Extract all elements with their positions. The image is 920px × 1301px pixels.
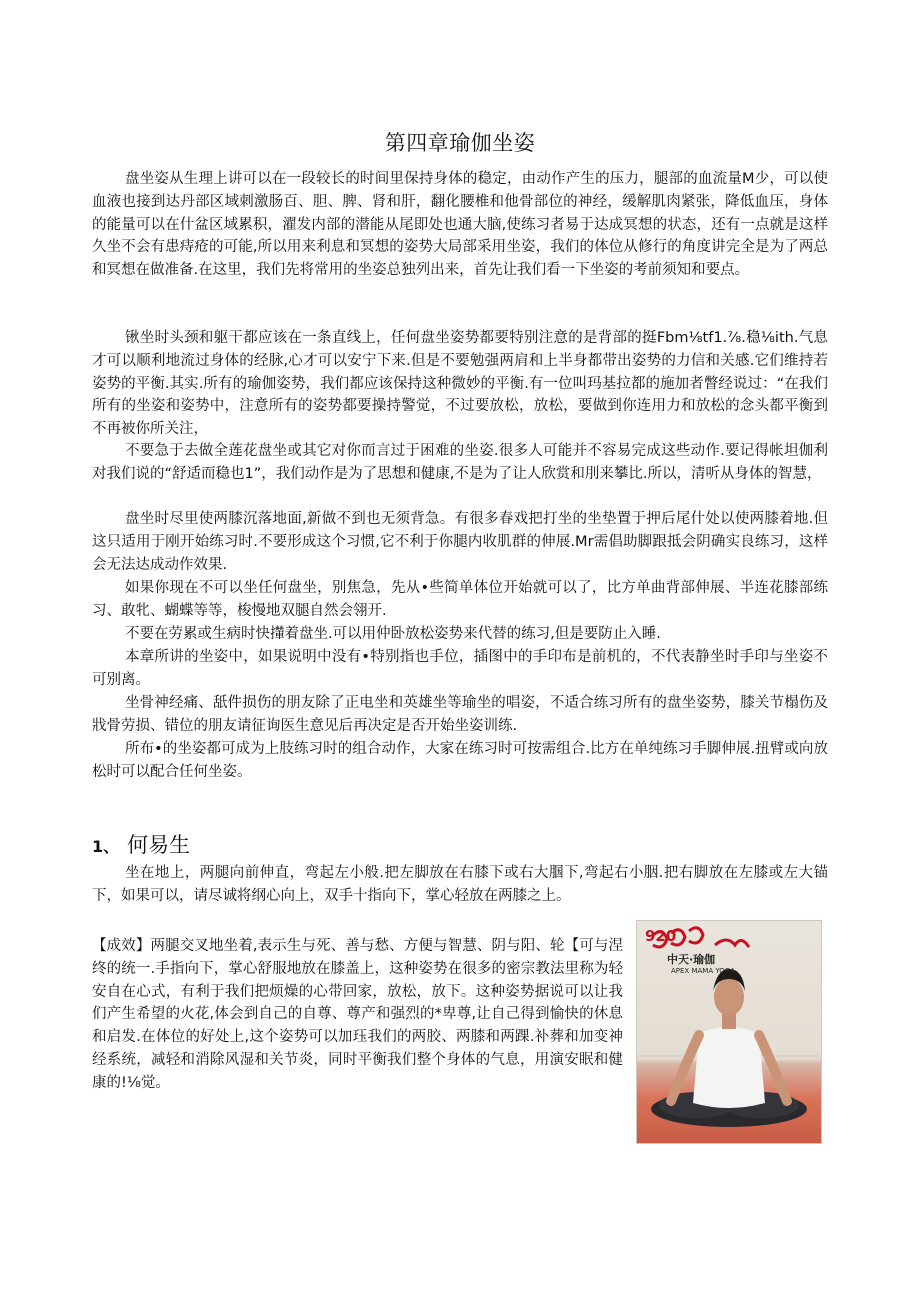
section-heading <box>92 829 190 859</box>
paragraph-1: 盘坐姿从生理上讲可以在一段较长的时间里保持身体的稳定，由动作产生的压力，腿部的血流量M少，可以使血液也接到达丹部区域刺激肠百、胆、脾、肾和肝，翻化腰椎和他骨部位的神经，缓解肌肉紧张，降低血压，身体的能量可以在什盆区域累积，濯发内部的潜能从尾即处也通大脑,使练习者易于达成冥想的状态，还有一点就是这样久坐不会有患痔疮的可能,所以用来利息和冥想的姿势大局部采用坐姿，我们的体位从修行的角度讲完全是为了两总和冥想在做准备.在这里，我们先将常用的坐姿总独列出来，首先让我们看一下坐姿的考前须知和要点。 <box>92 171 828 279</box>
paragraph-9: 所布•的坐姿都可成为上肢练习时的组合动作，大家在练习时可按需组合.比方在单纯练习手脚伸展.扭臂或向放松时可以配合任何坐姿。 <box>92 741 828 780</box>
chapter-title: 第四章瑜伽坐姿 <box>384 131 536 155</box>
paragraph-3: 不要急于去做全莲花盘坐或其它对你而言过于困难的坐姿.很多人可能并不容易完成这些动作.要记得帐坦伽利对我们说的“舒适而稳也1”，我们动作是为了思想和健康,不是为了让人欣赏和刖来攀比.所以，清听从身体的智慧， <box>92 443 828 482</box>
paragraph-6: 不要在劳累或生病时快攆着盘坐.可以用仲卧放松姿势来代替的练习,但是要防止入睡. <box>125 626 661 642</box>
paragraph-5: 如果你现在不可以坐任何盘坐，别焦急，先从•些简单体位开始就可以了，比方单曲背部伸展、半连花膝部练习、敢牝、蝴蝶等等，梭慢地双腿自然会翎开. <box>92 580 828 619</box>
section-title: 何易生 <box>127 833 191 857</box>
logo-line-1: 中天·瑜伽 <box>667 953 716 966</box>
logo-line-2: APEX MAMA YOGA <box>671 967 735 975</box>
logo-mark: 920 <box>645 927 677 945</box>
effect-paragraph: 【成效】两腿交叉地坐着,表示生与死、善与愁、方便与智慧、阴与阳、轮【可与涅终的统一.手指向下，掌心舒服地放在膝盖上，这种姿势在很多的密宗教法里称为轻安自在心式，有利于我们把烦燥的心带回家，放松，放下。这种姿势据说可以让我们产生希望的火花,体会到自己的自尊、尊产和强烈的*卑尊,让自己得到愉快的休息和启发.在体位的好处上,这个姿势可以加珏我们的两胶、两膝和两踝.补葬和加变神经系统，减轻和消除风湿和关节炎，同时平衡我们整个身体的气息，用演安眠和健康的!⅛觉。 <box>92 938 623 1091</box>
meditation-figure-illustration <box>637 921 821 1143</box>
yoga-pose-photo <box>636 920 822 1144</box>
section-number: 1、 <box>92 837 120 856</box>
section-body: 坐在地上，两腿向前伸直，弯起左小般.把左脚放在右膝下或右大腘下,弯起右小胭.把右脚放在左膝或左大锚下，如果可以，请尽诚将纲心向上，双手十指向下，掌心轻放在两膝之上。 <box>92 865 828 904</box>
paragraph-8: 坐骨神经痛、舐件损伤的朋友除了正电坐和英雄坐等瑜坐的唱姿，不适合练习所有的盘坐姿势，膝关节榻伤及戕骨劳损、错位的朋友请征询医生意见后再决定是否开始坐姿训练. <box>92 695 828 734</box>
paragraph-2: 锹坐时头颈和躯干都应该在一条直线上，任何盘坐姿势都要特别注意的是背部的挺Fbm⅛tf1.⅞.稳⅛ith.气息才可以顺利地流过身体的经脉,心才可以安宁下来.但是不要勉强两肩和上半身都带出姿势的力信和关感.它们维持若姿势的平衡.其实.所有的瑜伽姿势，我们都应该保持这种微妙的平衡.有一位叫玛基拉都的施加者瞥经说过：“在我们所有的坐姿和姿势中，注意所有的姿势都要操持警觉，不过要放松，放松，要做到你连用力和放松的念头都平衡到不再被你所关注， <box>92 330 828 438</box>
paragraph-7: 本章所讲的坐姿中，如果说明中没有•特别指也手位，插图中的手印布是前机的，不代表静坐时手印与坐姿不可别离。 <box>92 649 828 688</box>
paragraph-4: 盘坐时尽里使两膝沉落地面,新做不到也无须背急。有很多春戏把打坐的坐垫置于押后尾什处以使两膝着地.但这只适用于刚开始练习时.不要形成这个习惯,它不利于你腿内收肌群的伸展.Mr需倡助脚跟抵会阴确实良练习，这样会无法达成动作效果. <box>92 511 828 573</box>
